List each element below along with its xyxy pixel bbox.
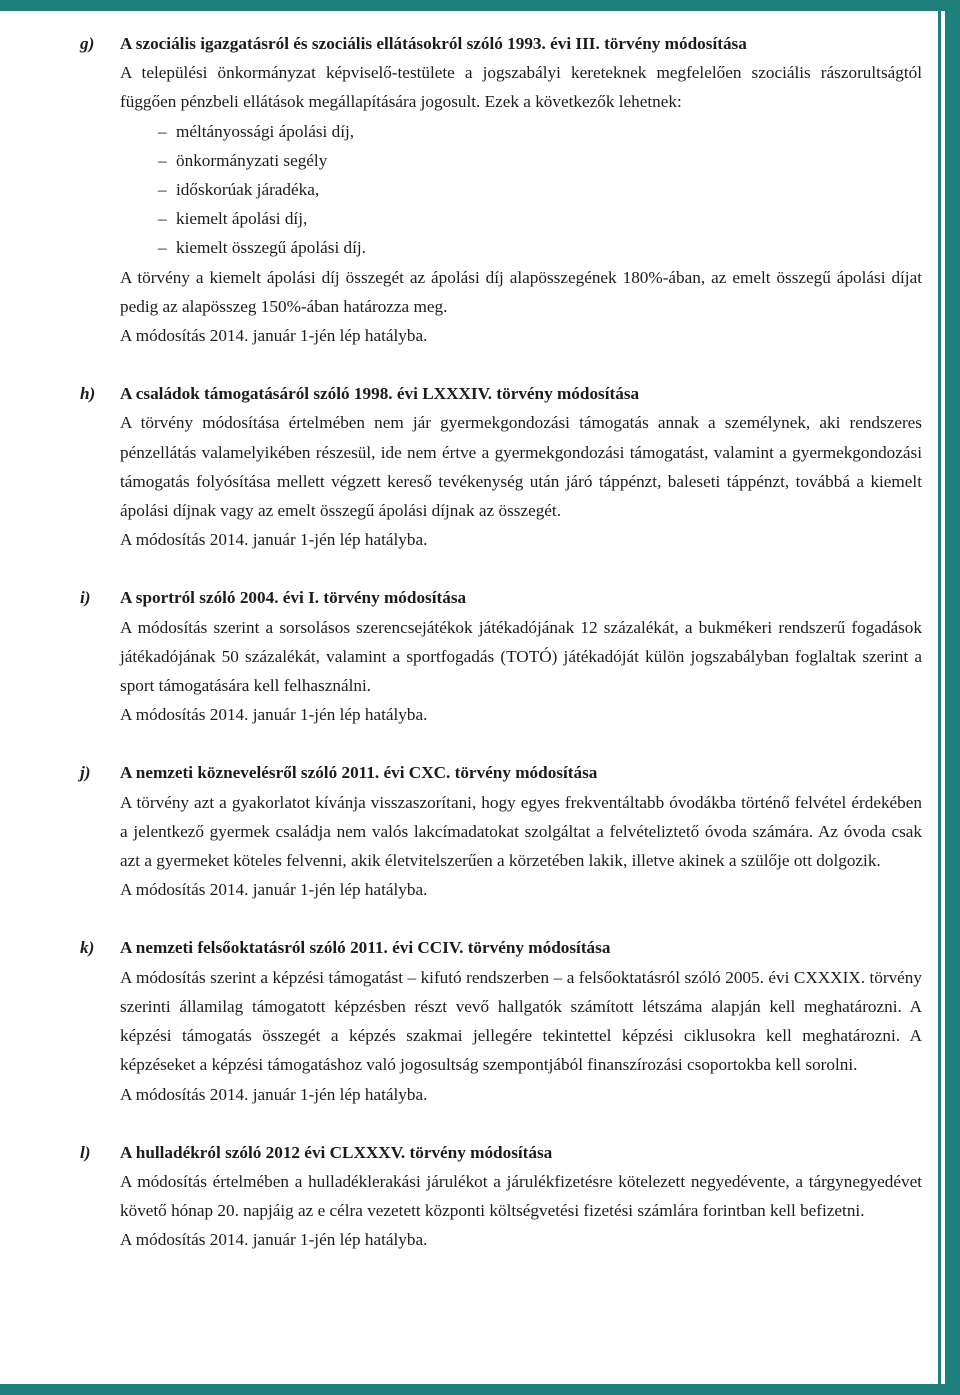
frame-bottom-border [0, 1384, 960, 1395]
section-paragraph: A törvény módosítása értelmében nem jár gyermekgondozási támogatás annak a személynek, aki rendszeres pénzellátás valamelyikében részesül, ide nem értve a gyermekgondozási támogatást, valamint a gyermekgondozási támogatás folyósítása mellett végzett kereső tevékenység után járó táppénzt, baleseti táppénzt, továbbá a kiemelt ápolási díjnak vagy az emelt összegű ápolási díjnak az összegét. [120, 413, 922, 521]
section-letter: l) [80, 1142, 91, 1162]
section-heading: A hulladékról szóló 2012 évi CLXXXV. törvény módosítása [120, 1142, 553, 1162]
section-heading: A családok támogatásáról szóló 1998. évi LXXXIV. törvény módosítása [120, 384, 640, 404]
frame-inner-right-line [938, 11, 941, 1384]
section-paragraph: A törvény azt a gyakorlatot kívánja visszaszorítani, hogy egyes frekventáltabb óvodákba történő felvétel érdekében a jelentkező gyermek családja nem valós lakcímadatokat szolgáltat a felvételiztető óvoda számára. Az óvoda csak azt a gyermeket köteles felvenni, akik életvitelszerűen a körzetében lakik, illetve akinek a szülője ott dolgozik. [120, 792, 922, 871]
list-item: – kiemelt összegű ápolási díj. [162, 233, 922, 262]
benefit-list [120, 117, 922, 263]
effective-date: A módosítás 2014. január 1-jén lép hatályba. [120, 880, 428, 900]
effective-date: A módosítás 2014. január 1-jén lép hatályba. [120, 326, 428, 346]
section-paragraph: A törvény a kiemelt ápolási díj összegét az ápolási díj alapösszegének 180%-ában, az emelt összegű ápolási díjat pedig az alapösszeg 150%-ában határozza meg. [120, 267, 922, 316]
section-heading: A szociális igazgatásról és szociális ellátásokról szóló 1993. évi III. törvény módosítása [120, 34, 747, 53]
list-item: – időskorúak járadéka, [162, 175, 922, 204]
list-item: – kiemelt ápolási díj, [162, 204, 922, 233]
section-paragraph: A módosítás szerint a képzési támogatást – kifutó rendszerben – a felsőoktatásról szóló 2005. évi CXXXIX. törvény szerinti államilag támogatott képzésben részt vevő hallgatók számított létszáma alapján kell meghatározni. A képzési támogatás összegét a képzés szakmai jellegére tekintettel képzési ciklusokra kell meghatározni. A képzéseket a képzési támogatáshoz való jogosultság szempontjából finanszírozási csoportokba kell sorolni. [120, 967, 922, 1075]
section-j [80, 758, 922, 904]
section-paragraph: A módosítás értelmében a hulladéklerakási járulékot a járulékfizetésre kötelezett negyedévente, a tárgynegyedévet követő hónap 20. napjáig az e célra vezetett központi költségvetési fizetési számlára forintban kell befizetni. [120, 1171, 922, 1221]
section-paragraph: A települési önkormányzat képviselő-testülete a jogszabályi kereteknek megfelelően szociális rászorultságtól függően pénzbeli ellátások megállapítására jogosult. Ezek a következők lehetnek: [120, 63, 922, 112]
section-heading: A sportról szóló 2004. évi I. törvény módosítása [120, 588, 467, 608]
effective-date: A módosítás 2014. január 1-jén lép hatályba. [120, 705, 428, 725]
frame-top-border [0, 0, 945, 11]
list-item: – önkormányzati segély [162, 146, 922, 175]
effective-date: A módosítás 2014. január 1-jén lép hatályba. [120, 530, 428, 550]
section-g [80, 29, 922, 350]
section-letter: k) [80, 938, 95, 958]
document-body [80, 29, 922, 1255]
list-item: – méltányossági ápolási díj, [162, 117, 922, 146]
section-l [80, 1138, 922, 1255]
frame-right-border [945, 0, 960, 1395]
section-heading: A nemzeti felsőoktatásról szóló 2011. évi CCIV. törvény módosítása [120, 938, 611, 958]
section-letter: i) [80, 588, 91, 608]
effective-date: A módosítás 2014. január 1-jén lép hatályba. [120, 1084, 428, 1104]
section-letter: h) [80, 384, 96, 404]
section-letter: g) [80, 34, 95, 53]
section-k [80, 933, 922, 1108]
section-letter: j) [80, 763, 91, 783]
section-paragraph: A módosítás szerint a sorsolásos szerencsejátékok játékadójának 12 százalékát, a bukmékeri rendszerű fogadások játékadójának 50 százalékát, valamint a sportfogadás (TOTÓ) játékadóját külön jogszabályban foglaltak szerint a sport támogatására kell felhasználni. [120, 617, 922, 696]
section-h [80, 379, 922, 554]
effective-date: A módosítás 2014. január 1-jén lép hatályba. [120, 1230, 428, 1250]
section-i [80, 583, 922, 729]
section-heading: A nemzeti köznevelésről szóló 2011. évi CXC. törvény módosítása [120, 763, 598, 783]
